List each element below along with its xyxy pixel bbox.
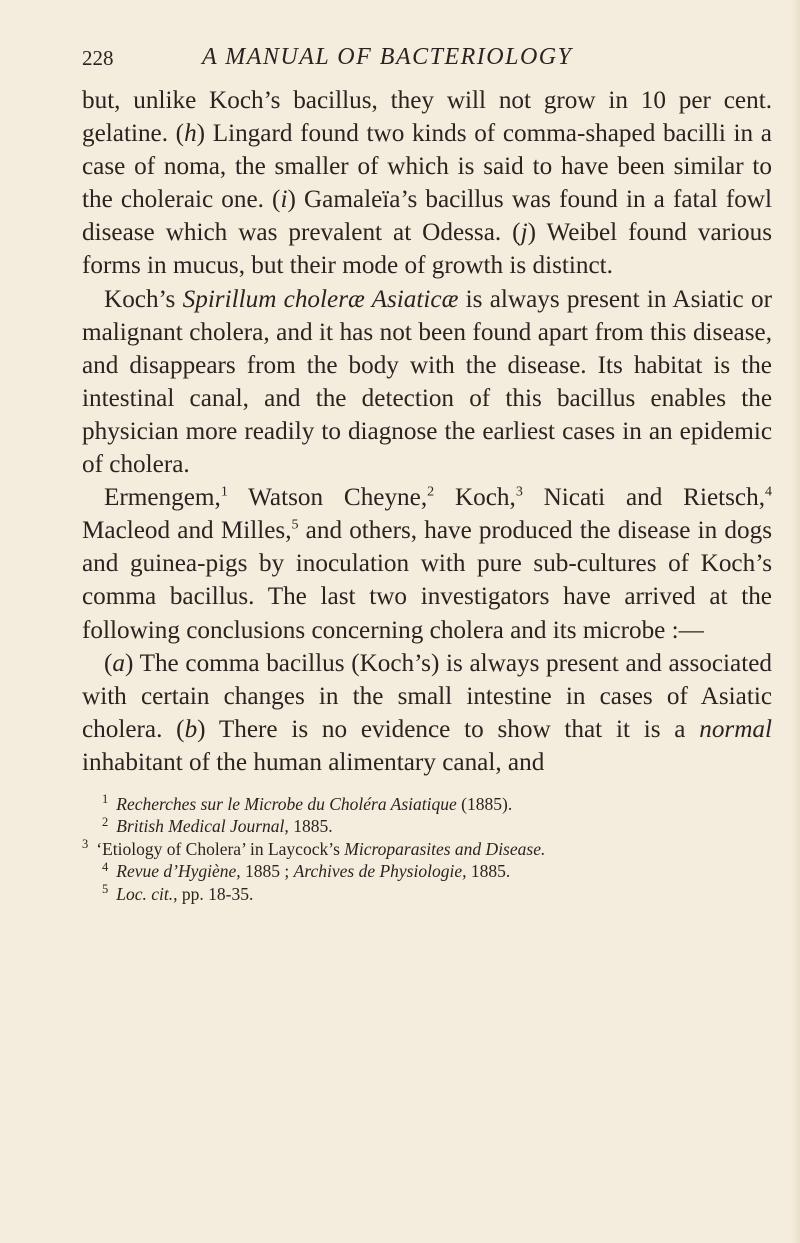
- text-run: ) Gamaleïa’s bacillus was found in a fatal fowl disease which was prevalent at Odessa. (: [82, 186, 772, 247]
- italic-text: Revue d’Hygiène,: [116, 861, 241, 882]
- italic-text: Spirillum choleræ Asiaticæ: [182, 285, 459, 313]
- italic-text: Archives de Physiologie,: [293, 861, 467, 882]
- page-edge-shadow: [792, 0, 800, 1243]
- text-run: 1885.: [466, 861, 511, 882]
- paragraph: [82, 84, 772, 283]
- text-run: Ermengem,: [104, 484, 221, 512]
- text-run: Koch’s: [104, 285, 183, 313]
- text-run: pp. 18-35.: [177, 883, 254, 904]
- footnote: [82, 883, 772, 906]
- text-run: ) Weibel found various forms in mucus, but their mode of growth is distinct.: [82, 219, 772, 280]
- footnote-ref: 1: [220, 484, 228, 500]
- text-run: is always present in Asiatic or malignant cholera, and it has not been found apart from this disease, and disappears from the body with the disease. Its habitat is the intestinal canal, and the detection of this bacillus enables the physician more readily to diagnose the earliest cases in an epidemic of cholera.: [82, 285, 772, 479]
- text-run: (: [104, 649, 113, 677]
- paragraph: [82, 647, 772, 779]
- footnote: [82, 860, 772, 883]
- footnote-mark: 5: [102, 882, 109, 897]
- text-run: 1885.: [288, 816, 333, 837]
- paragraph: [82, 481, 772, 646]
- footnote-ref: 2: [427, 484, 435, 500]
- footnote-mark: 2: [102, 814, 109, 829]
- italic-text: j: [520, 219, 528, 247]
- text-run: (1885).: [456, 793, 513, 814]
- text-run: ) There is no evidence to show that it is a: [197, 715, 700, 743]
- footnote-ref: 3: [515, 484, 523, 500]
- running-title: A MANUAL OF BACTERIOLOGY: [202, 44, 573, 70]
- footnote: [82, 838, 772, 861]
- italic-text: a: [112, 649, 125, 677]
- italic-text: Loc. cit.,: [116, 883, 178, 904]
- text-run: but, unlike Koch’s bacillus, they will not grow in 10 per cent. gelatine. (: [82, 87, 772, 148]
- page-header: [82, 44, 772, 74]
- italic-text: normal: [699, 715, 772, 743]
- footnote-mark: 3: [82, 837, 89, 852]
- italic-text: British Medical Journal,: [116, 816, 289, 837]
- footnote-ref: 4: [765, 484, 772, 500]
- italic-text: Recherches sur le Microbe du Choléra Asiatique: [116, 793, 457, 814]
- text-run: Nicati and Rietsch,: [522, 484, 765, 512]
- text-run: Watson Cheyne,: [227, 484, 428, 512]
- page-number: 228: [82, 46, 114, 70]
- text-run: Macleod and Milles,: [82, 517, 292, 545]
- footnote-ref: 5: [291, 517, 299, 533]
- footnote: [82, 793, 772, 816]
- footnote-mark: 4: [102, 859, 109, 874]
- body-text: [82, 84, 772, 779]
- text-run: Koch,: [434, 484, 516, 512]
- book-page: [82, 44, 772, 905]
- italic-text: i: [280, 186, 288, 214]
- italic-text: b: [184, 715, 198, 743]
- italic-text: h: [184, 120, 197, 148]
- italic-text: Microparasites and Disease.: [344, 838, 546, 859]
- text-run: inhabitant of the human alimentary canal, and: [82, 748, 545, 776]
- paragraph: [82, 283, 772, 482]
- text-run: ) The comma bacillus (Koch’s) is always present and associated with certain changes in the small intestine in cases of Asiatic cholera. (: [82, 649, 772, 743]
- text-run: 1885 ;: [240, 861, 294, 882]
- text-run: ) Lingard found two kinds of comma-shaped bacilli in a case of noma, the smaller of which is said to have been similar to the choleraic one. (: [82, 120, 772, 214]
- text-run: and others, have produced the disease in dogs and guinea-pigs by inoculation with pure sub-cultures of Koch’s comma bacillus. The last two investigators have arrived at the following conclusions concerning cholera and its microbe :—: [82, 517, 772, 644]
- footnote: [82, 815, 772, 838]
- footnotes: [82, 793, 772, 906]
- footnote-mark: 1: [102, 792, 109, 807]
- text-run: ‘Etiology of Cholera’ in Laycock’s: [96, 838, 345, 859]
